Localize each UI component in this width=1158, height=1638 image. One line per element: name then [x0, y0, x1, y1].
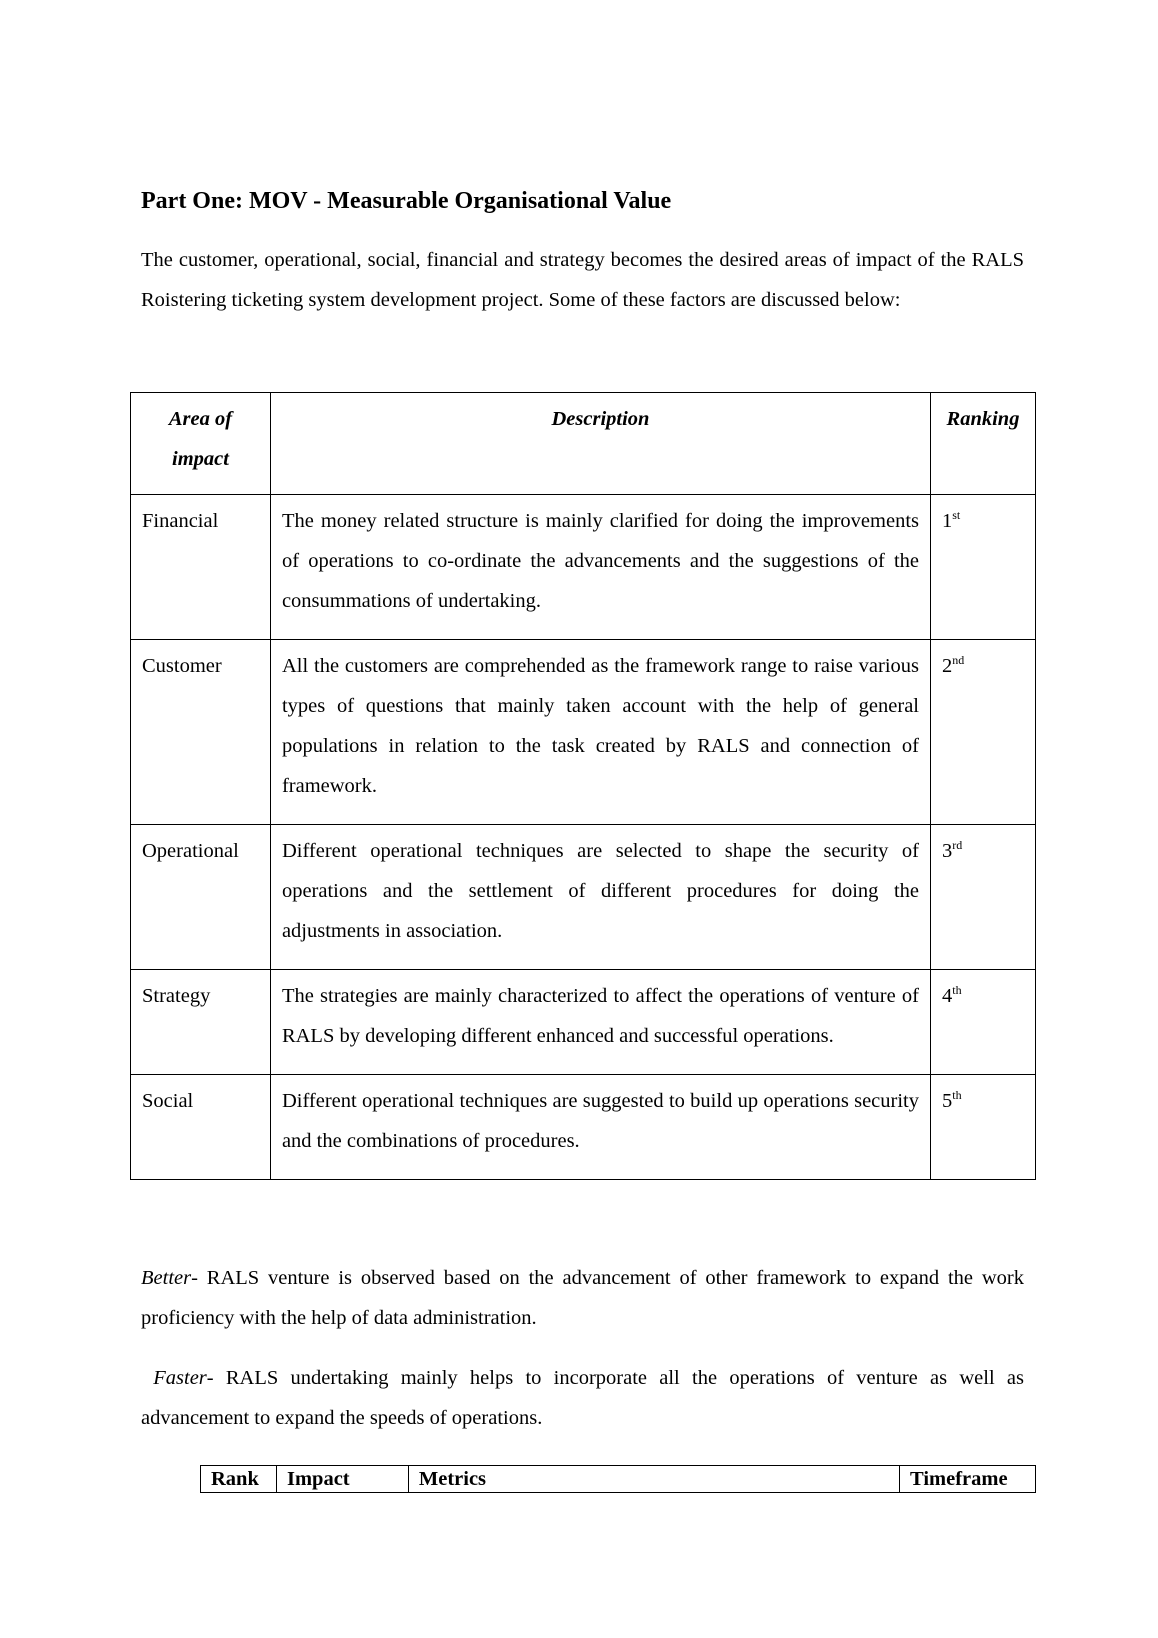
header-ranking: Ranking: [931, 393, 1036, 495]
impact-table: [130, 392, 1036, 1180]
area-cell: Operational: [131, 825, 271, 970]
description-cell: Different operational techniques are suggested to build up operations security and the combinations of procedures.: [270, 1075, 930, 1180]
area-cell: Financial: [131, 495, 271, 640]
ranking-cell: [931, 495, 1036, 640]
ranking-cell: [931, 970, 1036, 1075]
table-row: [131, 970, 1036, 1075]
better-paragraph: [141, 1258, 1024, 1338]
document-page: [141, 186, 1024, 320]
rank-suffix: rd: [952, 838, 963, 852]
rank-table: [200, 1465, 1036, 1493]
after-table-section: [141, 1258, 1024, 1458]
description-cell: Different operational techniques are selected to shape the security of operations and the settlement of different procedures for doing the adjustments in association.: [270, 825, 930, 970]
rank-suffix: nd: [952, 653, 965, 667]
rank-number: 4: [942, 985, 953, 1007]
description-cell: The strategies are mainly characterized to affect the operations of venture of RALS by developing different enhanced and successful operations.: [270, 970, 930, 1075]
rank-suffix: st: [952, 508, 961, 522]
ranking-cell: [931, 825, 1036, 970]
header-timeframe: Timeframe: [900, 1466, 1036, 1493]
rank-number: 5: [942, 1090, 953, 1112]
header-metrics: Metrics: [408, 1466, 899, 1493]
rank-number: 3: [942, 840, 953, 862]
rank-suffix: th: [952, 1088, 962, 1102]
header-description: Description: [270, 393, 930, 495]
ranking-cell: [931, 1075, 1036, 1180]
header-impact: Impact: [276, 1466, 408, 1493]
table-row: [131, 495, 1036, 640]
table-row: [131, 825, 1036, 970]
rank-suffix: th: [952, 983, 962, 997]
ranking-cell: [931, 640, 1036, 825]
faster-label: Faster: [153, 1367, 207, 1389]
header-rank: Rank: [201, 1466, 277, 1493]
table-row: [131, 640, 1036, 825]
description-cell: The money related structure is mainly clarified for doing the improvements of operations to co-ordinate the advancements and the suggestions of the consummations of undertaking.: [270, 495, 930, 640]
description-cell: All the customers are comprehended as the framework range to raise various types of questions that mainly taken account with the help of general populations in relation to the task created by RALS and connection of framework.: [270, 640, 930, 825]
rank-table-header-row: [201, 1466, 1036, 1493]
header-area: Area of impact: [131, 393, 271, 495]
area-cell: Social: [131, 1075, 271, 1180]
rank-number: 1: [942, 510, 953, 532]
rank-number: 2: [942, 655, 953, 677]
page-title: Part One: MOV - Measurable Organisational Value: [141, 188, 672, 214]
better-label: Better: [141, 1267, 192, 1289]
table-row: [131, 1075, 1036, 1180]
faster-paragraph: [141, 1358, 1024, 1438]
intro-paragraph: The customer, operational, social, financial and strategy becomes the desired areas of impact of the RALS Roistering ticketing system development project. Some of these factors are discussed below:: [141, 249, 1024, 311]
area-cell: Strategy: [131, 970, 271, 1075]
faster-text: - RALS undertaking mainly helps to incorporate all the operations of venture as well as advancement to expand the speeds of operations.: [141, 1367, 1025, 1429]
better-text: - RALS venture is observed based on the advancement of other framework to expand the work proficiency with the help of data administration.: [141, 1267, 1024, 1329]
impact-table-header-row: [131, 393, 1036, 495]
area-cell: Customer: [131, 640, 271, 825]
